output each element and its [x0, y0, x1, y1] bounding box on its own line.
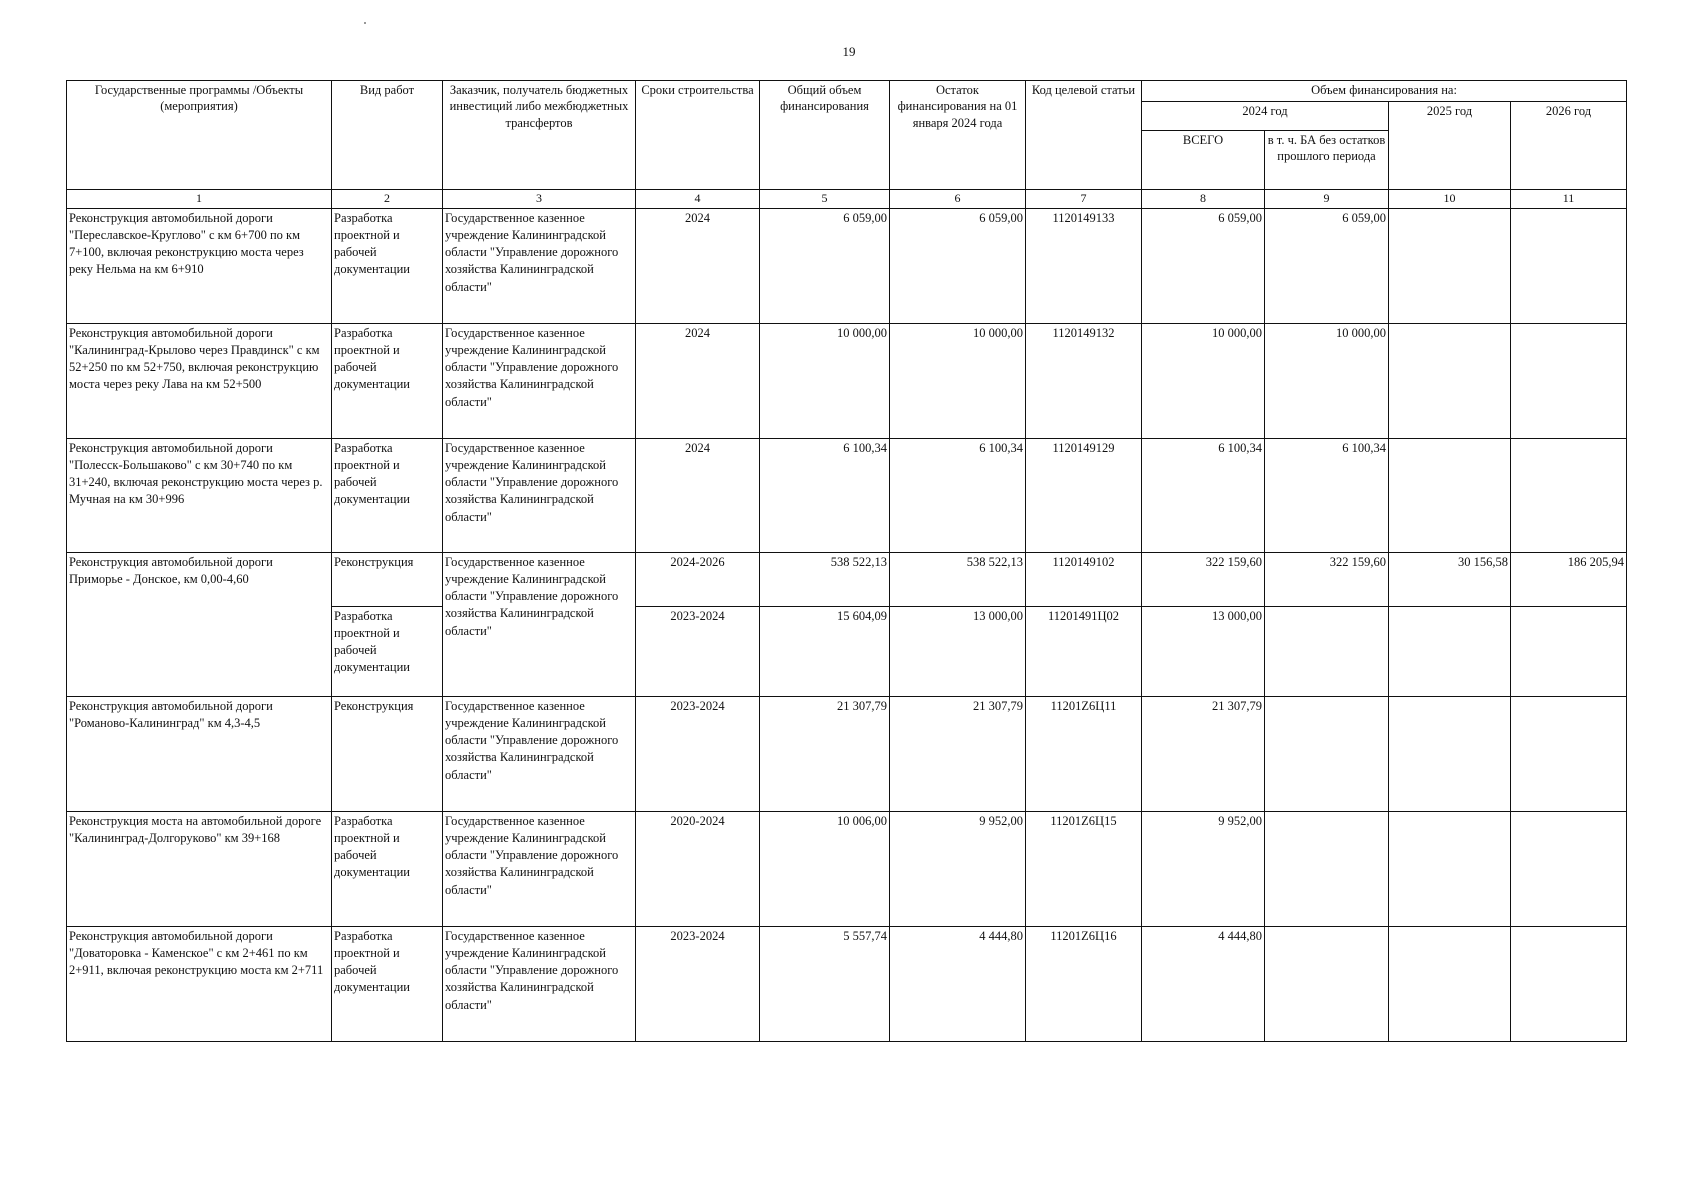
header-funding-volume: Объем финансирования на: — [1142, 81, 1627, 102]
funding-2026 — [1511, 926, 1627, 1041]
construction-term: 2023-2024 — [636, 606, 760, 696]
funding-2025 — [1389, 926, 1511, 1041]
funding-2024-total: 13 000,00 — [1142, 606, 1265, 696]
object-name: Реконструкция автомобильной дороги "Романово-Калининград" км 4,3-4,5 — [67, 696, 332, 811]
funding-2024-ba: 10 000,00 — [1265, 323, 1389, 438]
table-row — [67, 696, 1627, 811]
funding-2024-total: 322 159,60 — [1142, 552, 1265, 606]
funding-2024-ba — [1265, 926, 1389, 1041]
customer: Государственное казенное учреждение Калининградской области "Управление дорожного хозяйства Калининградской области" — [443, 438, 636, 552]
total-funding: 10 006,00 — [760, 811, 890, 926]
header-work-type: Вид работ — [332, 81, 443, 190]
funding-rest: 6 059,00 — [890, 208, 1026, 323]
funding-2024-ba — [1265, 696, 1389, 811]
table-row — [67, 208, 1627, 323]
table-row — [67, 323, 1627, 438]
funding-2025 — [1389, 438, 1511, 552]
customer: Государственное казенное учреждение Калининградской области "Управление дорожного хозяйства Калининградской области" — [443, 208, 636, 323]
header-target-code: Код целевой статьи — [1026, 81, 1142, 190]
funding-rest: 21 307,79 — [890, 696, 1026, 811]
customer: Государственное казенное учреждение Калининградской области "Управление дорожного хозяйства Калининградской области" — [443, 926, 636, 1041]
target-code: 1120149133 — [1026, 208, 1142, 323]
total-funding: 538 522,13 — [760, 552, 890, 606]
total-funding: 5 557,74 — [760, 926, 890, 1041]
funding-rest: 10 000,00 — [890, 323, 1026, 438]
funding-rest: 9 952,00 — [890, 811, 1026, 926]
header-construction-term: Сроки строительства — [636, 81, 760, 190]
funding-2025: 30 156,58 — [1389, 552, 1511, 606]
funding-2026 — [1511, 606, 1627, 696]
funding-2025 — [1389, 208, 1511, 323]
funding-2024-total: 21 307,79 — [1142, 696, 1265, 811]
funding-2024-ba — [1265, 811, 1389, 926]
funding-2025 — [1389, 811, 1511, 926]
funding-rest: 4 444,80 — [890, 926, 1026, 1041]
target-code: 11201491Ц02 — [1026, 606, 1142, 696]
object-name: Реконструкция моста на автомобильной дороге "Калининград-Долгоруково" км 39+168 — [67, 811, 332, 926]
column-number-row — [67, 190, 1627, 209]
target-code: 11201Z6Ц16 — [1026, 926, 1142, 1041]
funding-2025 — [1389, 323, 1511, 438]
page-number: 19 — [842, 44, 856, 59]
col-number: 9 — [1265, 190, 1389, 209]
funding-rest: 13 000,00 — [890, 606, 1026, 696]
funding-2026 — [1511, 208, 1627, 323]
object-name: Реконструкция автомобильной дороги Приморье - Донское, км 0,00-4,60 — [67, 552, 332, 696]
col-number: 2 — [332, 190, 443, 209]
work-type: Разработка проектной и рабочей документации — [332, 438, 443, 552]
construction-term: 2024 — [636, 208, 760, 323]
col-number: 3 — [443, 190, 636, 209]
col-number: 5 — [760, 190, 890, 209]
investment-table — [66, 80, 1627, 1042]
scan-speck — [364, 22, 366, 24]
funding-2024-total: 6 100,34 — [1142, 438, 1265, 552]
target-code: 1120149129 — [1026, 438, 1142, 552]
construction-term: 2024 — [636, 323, 760, 438]
total-funding: 15 604,09 — [760, 606, 890, 696]
header-programs: Государственные программы /Объекты (мероприятия) — [67, 81, 332, 190]
funding-2024-total: 4 444,80 — [1142, 926, 1265, 1041]
header-year-2026: 2026 год — [1511, 102, 1627, 190]
object-name: Реконструкция автомобильной дороги "Переславское-Круглово" с км 6+700 по км 7+100, включая реконструкцию моста через реку Нельма на км 6+910 — [67, 208, 332, 323]
table-row — [67, 552, 1627, 606]
construction-term: 2023-2024 — [636, 696, 760, 811]
customer: Государственное казенное учреждение Калининградской области "Управление дорожного хозяйства Калининградской области" — [443, 696, 636, 811]
col-number: 11 — [1511, 190, 1627, 209]
funding-2026: 186 205,94 — [1511, 552, 1627, 606]
work-type: Разработка проектной и рабочей документации — [332, 606, 443, 696]
construction-term: 2024-2026 — [636, 552, 760, 606]
customer: Государственное казенное учреждение Калининградской области "Управление дорожного хозяйства Калининградской области" — [443, 811, 636, 926]
col-number: 4 — [636, 190, 760, 209]
funding-2025 — [1389, 696, 1511, 811]
construction-term: 2024 — [636, 438, 760, 552]
funding-2024-total: 9 952,00 — [1142, 811, 1265, 926]
work-type: Реконструкция — [332, 696, 443, 811]
header-year-2024: 2024 год — [1142, 102, 1389, 131]
col-number: 6 — [890, 190, 1026, 209]
funding-2024-ba — [1265, 606, 1389, 696]
work-type: Разработка проектной и рабочей документации — [332, 323, 443, 438]
funding-2024-total: 6 059,00 — [1142, 208, 1265, 323]
header-customer: Заказчик, получатель бюджетных инвестиций либо межбюджетных трансфертов — [443, 81, 636, 190]
table-row — [67, 811, 1627, 926]
header-2024-ba: в т. ч. БА без остатков прошлого периода — [1265, 131, 1389, 190]
construction-term: 2023-2024 — [636, 926, 760, 1041]
funding-rest: 538 522,13 — [890, 552, 1026, 606]
funding-2026 — [1511, 438, 1627, 552]
target-code: 1120149102 — [1026, 552, 1142, 606]
work-type: Разработка проектной и рабочей документации — [332, 926, 443, 1041]
target-code: 1120149132 — [1026, 323, 1142, 438]
funding-2024-ba: 6 100,34 — [1265, 438, 1389, 552]
funding-2026 — [1511, 811, 1627, 926]
funding-rest: 6 100,34 — [890, 438, 1026, 552]
header-2024-total: ВСЕГО — [1142, 131, 1265, 190]
total-funding: 10 000,00 — [760, 323, 890, 438]
work-type: Разработка проектной и рабочей документации — [332, 208, 443, 323]
col-number: 1 — [67, 190, 332, 209]
target-code: 11201Z6Ц11 — [1026, 696, 1142, 811]
work-type: Разработка проектной и рабочей документации — [332, 811, 443, 926]
col-number: 10 — [1389, 190, 1511, 209]
total-funding: 21 307,79 — [760, 696, 890, 811]
construction-term: 2020-2024 — [636, 811, 760, 926]
target-code: 11201Z6Ц15 — [1026, 811, 1142, 926]
customer: Государственное казенное учреждение Калининградской области "Управление дорожного хозяйства Калининградской области" — [443, 323, 636, 438]
table-row — [67, 438, 1627, 552]
header-row-1 — [67, 81, 1627, 102]
funding-2024-ba: 6 059,00 — [1265, 208, 1389, 323]
header-funding-rest: Остаток финансирования на 01 января 2024 года — [890, 81, 1026, 190]
total-funding: 6 059,00 — [760, 208, 890, 323]
funding-2026 — [1511, 696, 1627, 811]
funding-2025 — [1389, 606, 1511, 696]
header-year-2025: 2025 год — [1389, 102, 1511, 190]
funding-2026 — [1511, 323, 1627, 438]
total-funding: 6 100,34 — [760, 438, 890, 552]
object-name: Реконструкция автомобильной дороги "Калининград-Крылово через Правдинск" с км 52+250 по км 52+750, включая реконструкцию моста через реку Лава на км 52+500 — [67, 323, 332, 438]
table-row — [67, 926, 1627, 1041]
funding-2024-total: 10 000,00 — [1142, 323, 1265, 438]
col-number: 8 — [1142, 190, 1265, 209]
funding-2024-ba: 322 159,60 — [1265, 552, 1389, 606]
customer: Государственное казенное учреждение Калининградской области "Управление дорожного хозяйства Калининградской области" — [443, 552, 636, 696]
col-number: 7 — [1026, 190, 1142, 209]
header-total-funding: Общий объем финансирования — [760, 81, 890, 190]
work-type: Реконструкция — [332, 552, 443, 606]
object-name: Реконструкция автомобильной дороги "Полесск-Большаково" с км 30+740 по км 31+240, включая реконструкцию моста через р. Мучная на км 30+996 — [67, 438, 332, 552]
object-name: Реконструкция автомобильной дороги "Доваторовка - Каменское" с км 2+461 по км 2+911, включая реконструкцию моста км 2+711 — [67, 926, 332, 1041]
